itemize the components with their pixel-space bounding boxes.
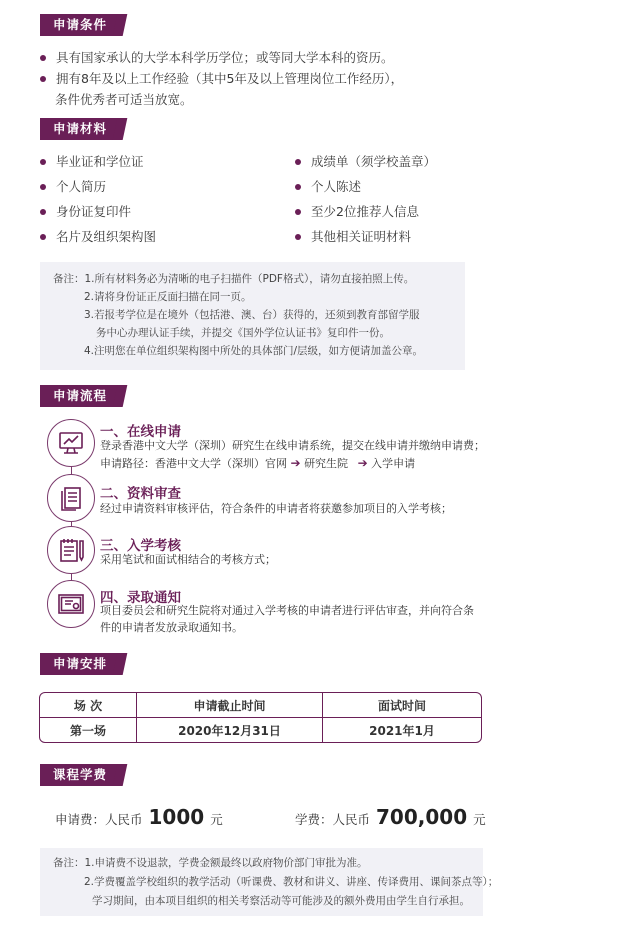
fee-amount: 700,000 [376,805,468,829]
step-description: 登录香港中文大学（深圳）研究生在线申请系统，提交在线申请并缴纳申请费； [100,439,485,452]
fees-note-box [40,848,499,916]
bullet-dot-icon [40,159,46,165]
application-path [100,454,415,473]
note-line: 备注：1.所有材料务必为清晰的电子扫描件（PDF格式），请勿直接拍照上传。 [53,273,415,285]
note-line: 3.若报考学位是在境外（包括港、澳、台）获得的，还须到教育部留学服 [84,309,420,321]
bullet-dot-icon [295,159,301,165]
fee-unit: 元 [473,812,486,827]
list-item-text: 具有国家承认的大学本科学历学位；或等同大学本科的资历。 [56,50,394,65]
list-item-text: 至少2位推荐人信息 [311,204,419,219]
arrow-right-icon: ➔ [357,456,368,470]
list-item-text: 成绩单（须学校盖章） [311,154,437,169]
list-item-continuation: 条件优秀者可适当放宽。 [55,92,193,107]
bullet-dot-icon [40,209,46,215]
note-line: 4.注明您在单位组织架构图中所处的具体部门/层级，如方便请加盖公章。 [84,345,424,357]
bullet-dot-icon [40,76,46,82]
fee-label: 申请费：人民币 [55,812,143,827]
section-header-process: 申请流程 [40,385,120,407]
fee-unit: 元 [210,812,223,827]
fee-amount: 1000 [148,805,205,829]
list-item-text: 拥有8年及以上工作经验（其中5年及以上管理岗位工作经历）， [56,71,404,86]
certificate-icon [47,580,95,628]
schedule-table [39,692,482,743]
bullet-dot-icon [40,234,46,240]
section-header-conditions: 申请条件 [40,14,120,36]
list-item [295,152,436,172]
list-item [40,48,394,68]
step-title: 四、录取通知 [100,590,181,606]
note-line: 学习期间，由本项目组织的相关考察活动等可能涉及的额外费用由学生自行承担。 [92,895,470,907]
step-title: 一、在线申请 [100,424,181,440]
path-segment: 申请路径：香港中文大学（深圳）官网 [100,457,287,470]
table-cell: 2020年12月31日 [136,718,322,742]
note-line: 备注：1.申请费不设退款，学费金额最终以政府物价部门审批为准。 [53,857,368,869]
table-header-cell: 面试时间 [322,693,481,718]
application-fee [55,805,223,829]
list-item-text: 个人简历 [56,179,107,194]
path-segment: 入学申请 [371,457,416,470]
list-item [295,202,419,222]
list-item [295,227,411,247]
table-header-cell: 申请截止时间 [136,693,322,718]
table-row [40,718,481,742]
computer-icon [47,419,95,467]
list-item [295,177,361,197]
note-line: 2.学费覆盖学校组织的教学活动（听课费、教材和讲义、讲座、传译费用、课间茶点等）； [84,876,499,888]
note-line: 务中心办理认证手续，并提交《国外学位认证书》复印件一份。 [96,327,390,339]
arrow-right-icon: ➔ [290,456,301,470]
step-title: 二、资料审查 [100,486,181,502]
list-item [40,202,131,222]
section-header-schedule: 申请安排 [40,653,120,675]
list-item [40,69,403,89]
bullet-dot-icon [40,184,46,190]
table-cell: 第一场 [69,723,106,738]
notebook-pen-icon [47,526,95,574]
table-header-cell: 场 次 [40,693,136,718]
bullet-dot-icon [40,55,46,61]
bullet-dot-icon [295,184,301,190]
list-item-text: 名片及组织架构图 [56,229,157,244]
fee-label: 学费：人民币 [295,812,371,827]
table-header-row [40,693,481,718]
list-item-text: 其他相关证明材料 [311,229,412,244]
list-item-text: 个人陈述 [311,179,362,194]
tuition-fee [295,805,486,829]
step-description: 件的申请者发放录取通知书。 [100,621,243,634]
list-item-text: 毕业证和学位证 [56,154,144,169]
step-description: 采用笔试和面试相结合的考核方式； [100,553,276,566]
path-segment: 研究生院 [304,457,349,470]
step-description: 项目委员会和研究生院将对通过入学考核的申请者进行评估审查，并向符合条 [100,604,474,617]
note-line: 2.请将身份证正反面扫描在同一页。 [84,291,252,303]
step-title: 三、入学考核 [100,538,181,554]
document-icon [47,474,95,522]
bullet-dot-icon [295,209,301,215]
section-header-fees: 课程学费 [40,764,120,786]
list-item [40,227,156,247]
list-item [40,152,144,172]
materials-note-box [40,262,465,370]
list-item [40,177,106,197]
step-description: 经过申请资料审核评估，符合条件的申请者将获邀参加项目的入学考核； [100,502,452,515]
table-cell: 2021年1月 [322,718,481,742]
bullet-dot-icon [295,234,301,240]
section-header-materials: 申请材料 [40,118,120,140]
list-item-text: 身份证复印件 [56,204,132,219]
